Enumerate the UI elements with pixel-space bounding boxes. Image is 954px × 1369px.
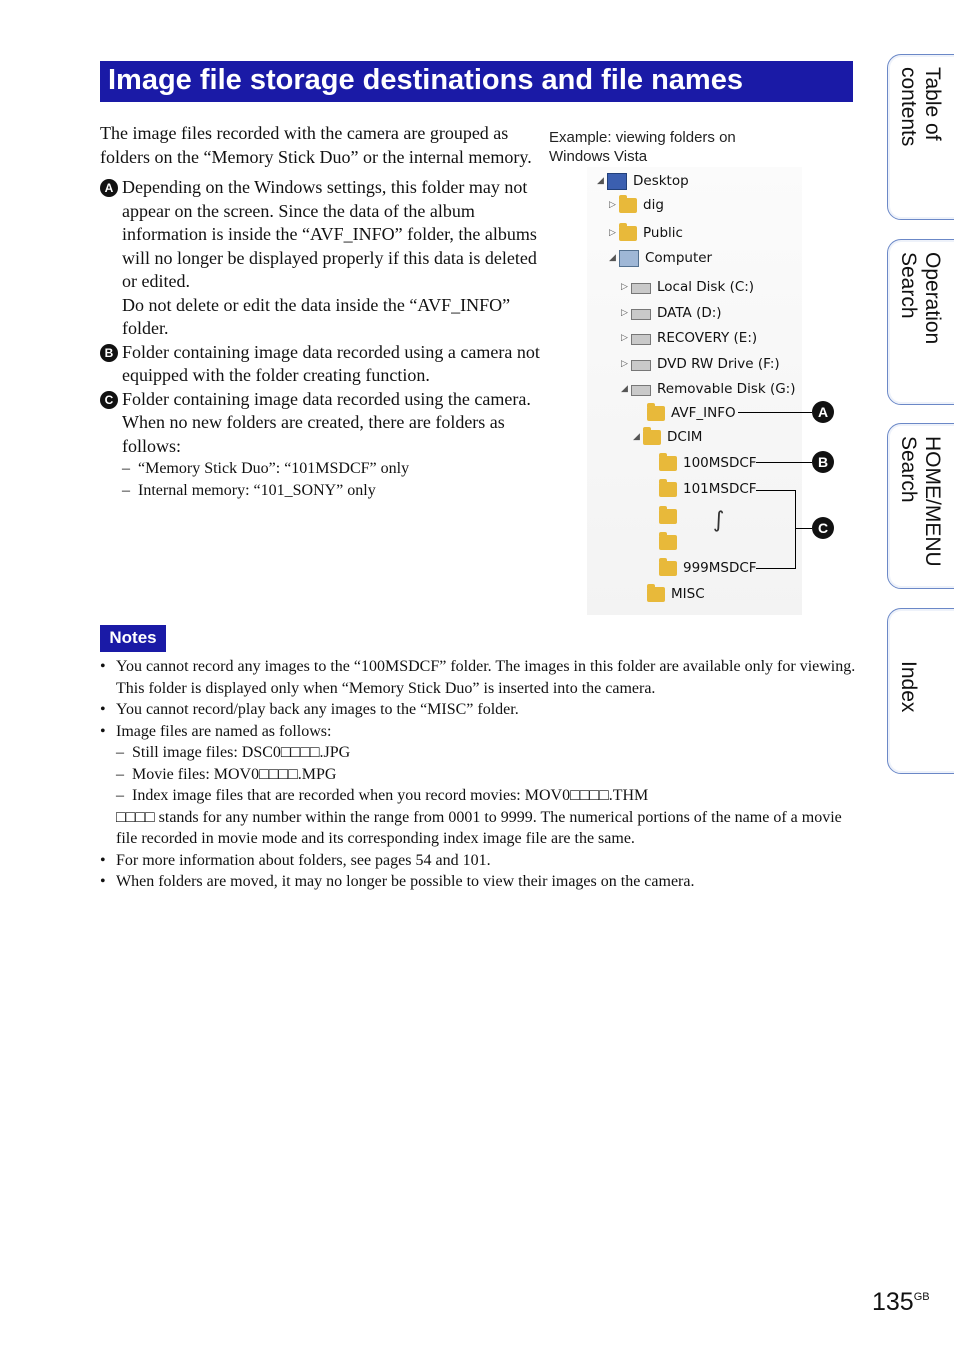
- tree-item-desktop: [597, 170, 689, 192]
- dash-item: – “Memory Stick Duo”: “101MSDCF” only: [122, 458, 540, 480]
- item-c-text-1: Folder containing image data recorded using the camera.: [122, 388, 531, 409]
- callout-line-c-top: [756, 490, 796, 491]
- intro-paragraph: The image files recorded with the camera are grouped as folders on the “Memory Stick Duo” or the internal memory.: [100, 123, 532, 167]
- tree-item-101msdcf: [649, 478, 757, 500]
- tree-item-unnamed: [649, 505, 683, 527]
- page-suffix: GB: [913, 1291, 930, 1303]
- tree-item-dvd: [621, 353, 780, 375]
- intro-section: [100, 122, 540, 502]
- tab-label: Operation Search: [897, 252, 944, 345]
- page-number: [872, 1288, 930, 1317]
- callout-line-c-bottom: [756, 568, 796, 569]
- item-b-text-1: Folder containing image data recorded using a camera not equipped with the folder creating function.: [122, 341, 540, 385]
- desktop-icon: [607, 173, 627, 190]
- tree-label: AVF_INFO: [671, 405, 736, 421]
- expand-arrow-icon: ◢: [597, 176, 604, 186]
- computer-icon: [619, 250, 639, 267]
- folder-icon: [647, 587, 665, 602]
- folder-tree-screenshot: [587, 167, 802, 615]
- folder-examples-list: [122, 458, 540, 502]
- expand-arrow-icon: ◢: [609, 253, 616, 263]
- tree-label: Public: [643, 225, 683, 241]
- note-subitem: – Index image files that are recorded when you record movies: MOV0□□□□.THM: [116, 785, 860, 807]
- note-item: • For more information about folders, see pages 54 and 101.: [100, 850, 860, 872]
- tree-item-100msdcf: [649, 452, 757, 474]
- callout-bracket-c: [795, 490, 796, 568]
- tree-label: DATA (D:): [657, 305, 722, 321]
- folder-icon: [647, 406, 665, 421]
- user-folder-icon: [619, 198, 637, 213]
- tree-item-computer: [609, 247, 712, 269]
- tab-table-of-contents[interactable]: [887, 54, 954, 220]
- tree-label: DVD RW Drive (F:): [657, 356, 780, 372]
- page-title: Image file storage destinations and file names: [100, 61, 853, 102]
- tree-item-999msdcf: [649, 557, 757, 579]
- tree-label: MISC: [671, 586, 705, 602]
- tree-item-unnamed: [649, 531, 683, 553]
- drive-icon: [631, 309, 651, 320]
- dvd-drive-icon: [631, 360, 651, 371]
- tab-operation-search[interactable]: [887, 239, 954, 405]
- note-subitem: – Still image files: DSC0□□□□.JPG: [116, 742, 860, 764]
- tab-label: Table of contents: [897, 67, 944, 147]
- notes-label: Notes: [100, 625, 166, 652]
- page-number-value: 135: [872, 1288, 914, 1316]
- item-a: [100, 176, 540, 341]
- tree-item-avf-info: [637, 402, 736, 424]
- callout-line-a: [738, 412, 812, 413]
- collapse-arrow-icon: ▷: [621, 333, 628, 343]
- badge-a-icon: A: [100, 179, 118, 197]
- badge-c-icon: C: [100, 391, 118, 409]
- tree-item-dig: [609, 194, 664, 216]
- drive-icon: [631, 283, 651, 294]
- callout-c-icon: C: [812, 517, 834, 539]
- item-a-text-1: Depending on the Windows settings, this folder may not appear on the screen. Since the data of the album information is inside the “AVF_INFO” folder, the albums will no longer be displayed properly if this data is deleted or edited.: [122, 177, 537, 291]
- item-b: [100, 341, 540, 388]
- note-item-naming: [100, 721, 860, 850]
- tree-label: Desktop: [633, 173, 689, 189]
- collapse-arrow-icon: ▷: [621, 359, 628, 369]
- tree-label: dig: [643, 197, 664, 213]
- folder-icon: [659, 456, 677, 471]
- tree-item-misc: [637, 583, 705, 605]
- callout-b-icon: B: [812, 451, 834, 473]
- tab-label: HOME/MENU Search: [897, 436, 944, 567]
- note-item: • When folders are moved, it may no longer be possible to view their images on the camera.: [100, 871, 860, 893]
- dash-item: – Internal memory: “101_SONY” only: [122, 480, 540, 502]
- callout-line-b: [756, 462, 812, 463]
- folder-icon: [659, 509, 677, 524]
- callout-a-icon: A: [812, 401, 834, 423]
- removable-drive-icon: [631, 385, 651, 396]
- tree-item-data: [621, 302, 722, 324]
- ellipsis-mark: ∫: [713, 508, 725, 533]
- tree-label: Local Disk (C:): [657, 279, 755, 295]
- collapse-arrow-icon: ▷: [621, 282, 628, 292]
- tree-label: Removable Disk (G:): [657, 381, 796, 397]
- tab-label: Index: [897, 661, 920, 713]
- expand-arrow-icon: ◢: [621, 384, 628, 394]
- tree-label: RECOVERY (E:): [657, 330, 758, 346]
- notes-list: [100, 656, 860, 893]
- tree-label: 999MSDCF: [683, 560, 757, 576]
- note-item: • You cannot record/play back any images to the “MISC” folder.: [100, 699, 860, 721]
- tree-label: 100MSDCF: [683, 455, 757, 471]
- item-a-text-2: Do not delete or edit the data inside the “AVF_INFO” folder.: [122, 294, 511, 338]
- tab-index[interactable]: [887, 608, 954, 774]
- tree-label: DCIM: [667, 429, 703, 445]
- badge-b-icon: B: [100, 344, 118, 362]
- item-c-text-2: When no new folders are created, there are folders as follows:: [122, 412, 505, 456]
- drive-icon: [631, 334, 651, 345]
- collapse-arrow-icon: ▷: [609, 200, 616, 210]
- folder-icon: [659, 482, 677, 497]
- tree-item-recovery: [621, 327, 757, 349]
- collapse-arrow-icon: ▷: [621, 308, 628, 318]
- note-item: • You cannot record any images to the “100MSDCF” folder. The images in this folder are available only for viewing. This folder is displayed only when “Memory Stick Duo” is inserted into the camera.: [100, 656, 860, 699]
- folder-icon: [659, 535, 677, 550]
- note-subitem: – Movie files: MOV0□□□□.MPG: [116, 764, 860, 786]
- folder-icon: [643, 430, 661, 445]
- tree-label: Computer: [645, 250, 713, 266]
- tab-home-menu-search[interactable]: [887, 423, 954, 589]
- tree-item-local-disk: [621, 276, 754, 298]
- item-c: [100, 388, 540, 459]
- collapse-arrow-icon: ▷: [609, 228, 616, 238]
- note-text: • Image files are named as follows:: [116, 722, 332, 740]
- note-text-after: □□□□ stands for any number within the range from 0001 to 9999. The numerical portions of the name of a movie file recorded in movie mode and its corresponding index image file are the same.: [116, 808, 842, 847]
- expand-arrow-icon: ◢: [633, 432, 640, 442]
- tree-item-removable: [621, 378, 796, 400]
- callout-line-c: [795, 528, 812, 529]
- figure-caption: Example: viewing folders on Windows Vista: [549, 129, 736, 165]
- folder-icon: [619, 226, 637, 241]
- tree-label: 101MSDCF: [683, 481, 757, 497]
- folder-icon: [659, 561, 677, 576]
- tree-item-dcim: [633, 426, 702, 448]
- tree-item-public: [609, 222, 683, 244]
